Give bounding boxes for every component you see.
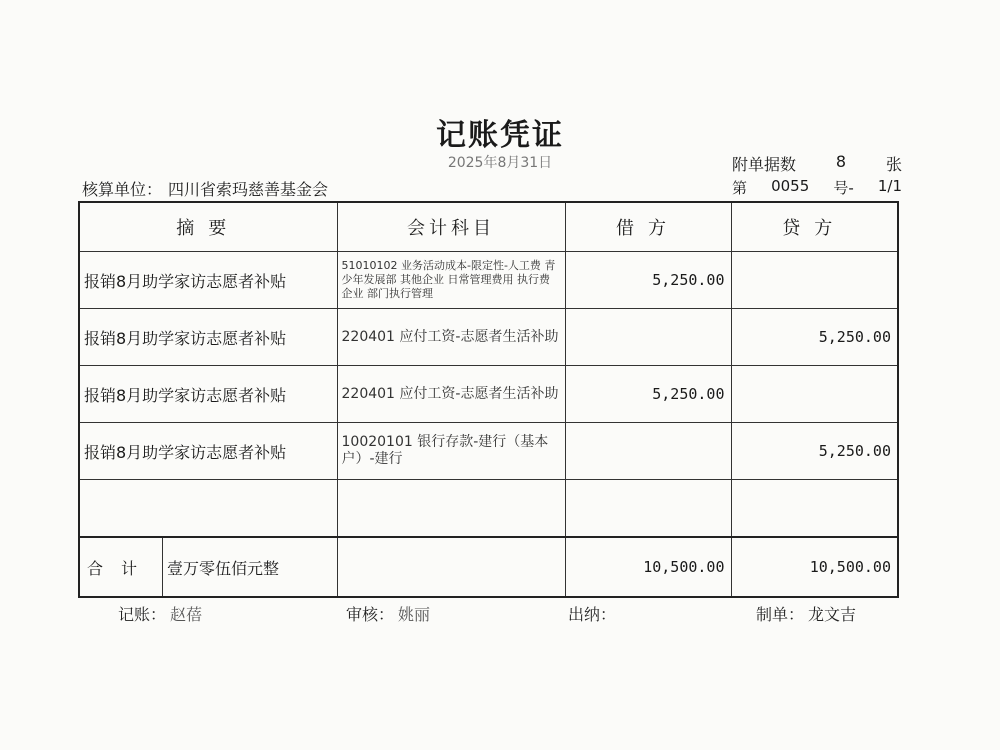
column-header-summary: 摘要 xyxy=(79,202,337,252)
voucher-number xyxy=(732,177,902,198)
row-account: 220401 应付工资-志愿者生活补助 xyxy=(337,309,565,366)
row-credit xyxy=(731,252,898,309)
cashier-label: 出纳： xyxy=(568,605,617,624)
voucher-number-suffix: 号- xyxy=(833,179,854,197)
table-row xyxy=(79,252,898,309)
row-account: 10020101 银行存款-建行（基本户）-建行 xyxy=(337,423,565,480)
bookkeeper-label: 记账： xyxy=(118,605,167,624)
cashier-signature xyxy=(568,602,620,625)
table-row xyxy=(79,309,898,366)
total-row xyxy=(79,537,898,597)
total-label: 合计 xyxy=(80,538,163,596)
row-summary: 报销8月助学家访志愿者补贴 xyxy=(79,366,337,423)
auditor-name: 姚丽 xyxy=(398,605,431,624)
voucher-date: 2025年8月31日 xyxy=(447,155,553,171)
total-words-text: 壹万零伍佰元整 xyxy=(167,558,280,578)
voucher-title: 记账凭证 xyxy=(436,118,564,153)
row-account: 51010102 业务活动成本-限定性-人工费 青少年发展部 其他企业 日常管理费用 执行费 企业 部门执行管理 xyxy=(337,252,565,309)
row-credit: 5,250.00 xyxy=(731,309,898,366)
ledger-table xyxy=(78,201,899,598)
preparer-signature xyxy=(756,602,856,625)
unit-name: 四川省索玛慈善基金会 xyxy=(168,180,329,199)
preparer-label: 制单： xyxy=(756,605,805,624)
preparer-name: 龙文吉 xyxy=(808,605,857,624)
bookkeeper-signature xyxy=(118,602,202,625)
row-debit: 5,250.00 xyxy=(565,366,731,423)
column-header-account: 会计科目 xyxy=(337,202,565,252)
row-credit xyxy=(731,480,898,538)
accounting-unit xyxy=(82,177,328,200)
auditor-signature xyxy=(346,602,430,625)
table-header-row xyxy=(79,202,898,252)
table-row-empty xyxy=(79,480,898,538)
total-credit: 10,500.00 xyxy=(731,537,898,597)
bookkeeper-name: 赵蓓 xyxy=(170,605,203,624)
attachment-label: 附单据数 xyxy=(732,155,797,174)
row-summary: 报销8月助学家访志愿者补贴 xyxy=(79,423,337,480)
row-credit xyxy=(731,366,898,423)
row-summary: 报销8月助学家访志愿者补贴 xyxy=(79,252,337,309)
row-debit: 5,250.00 xyxy=(565,252,731,309)
column-header-credit: 贷方 xyxy=(731,202,898,252)
row-account xyxy=(337,480,565,538)
total-account-cell xyxy=(337,537,565,597)
voucher-page: 1/1 xyxy=(877,177,902,195)
column-header-debit: 借方 xyxy=(565,202,731,252)
row-credit: 5,250.00 xyxy=(731,423,898,480)
auditor-label: 审核： xyxy=(346,605,395,624)
row-summary: 报销8月助学家访志愿者补贴 xyxy=(79,309,337,366)
voucher-number-value: 0055 xyxy=(771,177,810,195)
voucher-number-prefix: 第 xyxy=(732,179,748,197)
table-row xyxy=(79,366,898,423)
attachment-unit: 张 xyxy=(885,155,902,174)
unit-label: 核算单位： xyxy=(82,180,163,199)
row-summary xyxy=(79,480,337,538)
table-row xyxy=(79,423,898,480)
row-debit xyxy=(565,309,731,366)
row-debit xyxy=(565,480,731,538)
attachment-count xyxy=(732,152,902,175)
total-cell xyxy=(79,537,337,597)
total-amount-words xyxy=(163,538,337,596)
row-account: 220401 应付工资-志愿者生活补助 xyxy=(337,366,565,423)
attachment-value: 8 xyxy=(835,152,847,171)
total-debit: 10,500.00 xyxy=(565,537,731,597)
row-debit xyxy=(565,423,731,480)
